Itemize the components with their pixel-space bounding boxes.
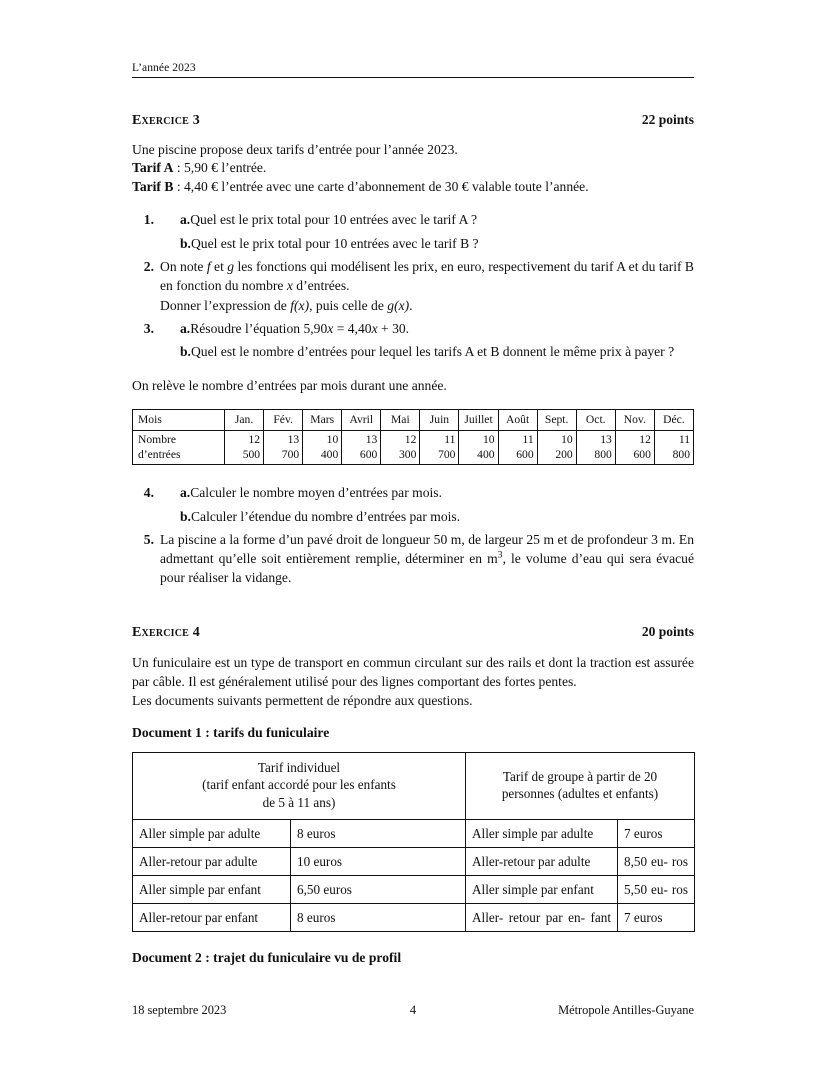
tarif-a-text: : 5,90 € l’entrée. [173,160,267,176]
entries-label-line1: Nombre [138,433,176,447]
question-4a [132,483,694,502]
month-mai: Mai [381,409,420,430]
q5-part2: , le volume d’eau qui sera évacué pour réaliser la vidange. [160,551,695,586]
tariff-row-3-left-value: 8 euros [291,904,466,932]
months-row-label: Mois [133,409,225,430]
q2-part3: les fonctions qui modélisent les prix, en euro, respectivement du tarif A et du tarif B en fonction du nombre [160,259,694,294]
entries-juin: 11 700 [420,431,459,465]
entries-row-label [133,431,225,465]
q2-part4: d’entrées. [292,278,350,294]
tariff-head-group [466,752,695,819]
question-4b-text: Calculer l’étendue du nombre d’entrées par mois. [190,508,461,524]
month-dec: Déc. [654,409,693,430]
tariff-row-2-left-value: 6,50 euros [291,876,466,904]
q3a-part3: + 30. [377,320,410,336]
question-5-text [160,530,694,588]
tariff-row-0-right-value: 7 euros [618,819,695,847]
question-2-text [160,257,694,296]
question-2-line2-text [160,296,694,315]
document-2-label: Document 2 : trajet du funiculaire vu de profil [132,950,402,966]
q2-x-symbol: x [286,278,293,294]
month-mars: Mars [303,409,342,430]
q2l2-part1: Donner l’expression de [160,297,291,313]
tariff-head-individual [133,752,466,819]
question-3a [132,319,694,338]
q3a-x2: x [371,320,378,336]
question-1b-label: b. [180,235,191,251]
question-1a [132,210,694,229]
tariff-row-1-left-label: Aller-retour par adulte [133,847,291,875]
exercise-4-header [132,624,694,641]
q2-g-symbol: g [227,259,235,275]
q3a-x1: x [327,320,334,336]
exercise-4-title: Exercice 4 [132,624,200,640]
tariff-row-1-right-label: Aller-retour par adulte [466,847,618,875]
question-3a-label: a. [180,320,191,336]
tariff-row-1-left-value: 10 euros [291,847,466,875]
month-juin: Juin [420,409,459,430]
document-1-label: Document 1 : tarifs du funiculaire [132,724,330,740]
table-row [133,876,695,904]
q3a-part2: = 4,40 [333,320,372,336]
tariff-row-0-left-label: Aller simple par adulte [133,819,291,847]
table-row [133,819,695,847]
exercise-3-question-list-2 [132,483,694,587]
tariff-row-3-left-label: Aller-retour par enfant [133,904,291,932]
exercise-3-intro: Une piscine propose deux tarifs d’entrée pour l’année 2023. [132,142,458,157]
question-2-line2 [132,296,694,315]
releve-text: On relève le nombre d’entrées par mois durant une année. [132,377,447,393]
tariff-head-right-line1: Tarif de groupe à partir de 20 [502,768,658,784]
q2-gx: g(x) [387,297,410,313]
q2l2-part3: . [409,297,413,313]
tarif-b-text: : 4,40 € l’entrée avec une carte d’abonnement de 30 € valable toute l’année. [173,178,589,194]
exercise-3-title: Exercice 3 [132,113,200,128]
tariff-row-2-left-label: Aller simple par enfant [133,876,291,904]
month-jan: Jan. [225,409,264,430]
tariff-row-3-right-value: 7 euros [618,904,695,932]
footer-source: Métropole Antilles-Guyane [558,1003,694,1017]
month-juillet: Juillet [459,409,498,430]
q5-exponent: 3 [497,549,503,561]
exercise-4-para1: Un funiculaire est un type de transport en commun circulant sur des rails et dont la traction est assurée par câble. Il est généralement utilisé pour des lignes comportant des fortes pentes. [132,654,694,690]
q2-fx: f(x) [290,297,310,313]
tariff-row-1-right-value: 8,50 eu- ros [618,847,695,875]
running-head: L’année 2023 [132,62,196,74]
q2-f-symbol: f [206,259,211,275]
entries-aout: 11 600 [498,431,537,465]
month-avril: Avril [342,409,381,430]
entries-sept: 10 200 [537,431,576,465]
entries-fev: 13 700 [264,431,303,465]
entries-juillet: 10 400 [459,431,498,465]
question-3b-text: Quel est le nombre d’entrées pour lequel les tarifs A et B donnent le même prix à payer ? [190,344,675,360]
month-sept: Sept. [537,409,576,430]
footer-date: 18 septembre 2023 [132,1003,227,1017]
tariff-row-2-right-value: 5,50 eu- ros [618,876,695,904]
q5-part1: La piscine a la forme d’un pavé droit de longueur 50 m, de largeur 25 m et de profondeur 3 m. En admettant qu’elle soit entièrement remplie, déterminer en m [160,531,694,567]
q2-part1: On note [160,259,207,275]
exercise-3-header [132,112,694,129]
page-footer [132,1003,694,1018]
question-5-number: 5. [143,531,154,547]
tarif-a-line [132,159,694,177]
exercise-3-points: 22 points [641,112,694,127]
table-row-tariff-head [133,752,695,819]
month-nov: Nov. [615,409,654,430]
question-4b-label: b. [180,508,191,524]
tariff-row-3-right-label: Aller- retour par en- fant [466,904,618,932]
months-table-wrap [132,409,694,465]
tariff-head-right-line2: personnes (adultes et enfants) [501,786,659,802]
question-2-number: 2. [143,259,154,275]
tariff-table [132,752,695,933]
question-4-number: 4. [143,485,154,501]
question-2 [132,257,694,296]
exercise-4-para2: Les documents suivants permettent de répondre aux questions. [132,693,473,709]
tarif-b-label: Tarif B [132,178,174,194]
entries-avril: 13 600 [342,431,381,465]
question-1b-text: Quel est le prix total pour 10 entrées avec le tarif B ? [190,235,479,251]
question-3b-label: b. [180,344,191,360]
question-4b [132,507,694,526]
question-3b [132,342,694,361]
table-row [133,904,695,932]
q2-part2: et [210,259,228,275]
q3a-part1: Résoudre l’équation 5,90 [190,320,328,336]
tariff-table-wrap [132,752,694,933]
entries-mai: 12 300 [381,431,420,465]
question-4a-text: Calculer le nombre moyen d’entrées par mois. [190,485,442,501]
question-3-number: 3. [143,320,154,336]
question-4a-label: a. [180,485,191,501]
month-fev: Fév. [264,409,303,430]
question-1a-text: Quel est le prix total pour 10 entrées avec le tarif A ? [190,212,478,228]
entries-label-line2: d’entrées [138,447,181,461]
question-1b [132,234,694,253]
question-1-number: 1. [143,212,154,228]
tariff-row-2-right-label: Aller simple par enfant [466,876,618,904]
question-1a-label: a. [180,212,191,228]
tariff-row-0-left-value: 8 euros [291,819,466,847]
month-oct: Oct. [576,409,615,430]
table-row-entries [133,431,694,465]
entries-mars: 10 400 [303,431,342,465]
entries-dec: 11 800 [654,431,693,465]
entries-nov: 12 600 [615,431,654,465]
month-aout: Août [498,409,537,430]
tariff-head-left-line1: Tarif individuel [257,759,341,775]
tariff-head-left-line2: (tarif enfant accordé pour les enfants [202,777,396,793]
question-5 [132,530,694,588]
months-table [132,409,694,465]
footer-page-number: 4 [409,1003,417,1017]
tariff-row-0-right-label: Aller simple par adulte [466,819,618,847]
page-content [132,62,694,966]
table-row [133,847,695,875]
exercise-3-question-list [132,210,694,361]
entries-oct: 13 800 [576,431,615,465]
entries-jan: 12 500 [225,431,264,465]
question-3a-text [190,319,694,338]
tarif-b-line [132,178,694,196]
tarif-a-label: Tarif A [132,160,174,176]
exercise-4-points: 20 points [641,623,694,639]
q2l2-part2: , puis celle de [309,297,388,313]
table-row-months [133,409,694,430]
tariff-head-left-line3: de 5 à 11 ans) [262,795,336,811]
